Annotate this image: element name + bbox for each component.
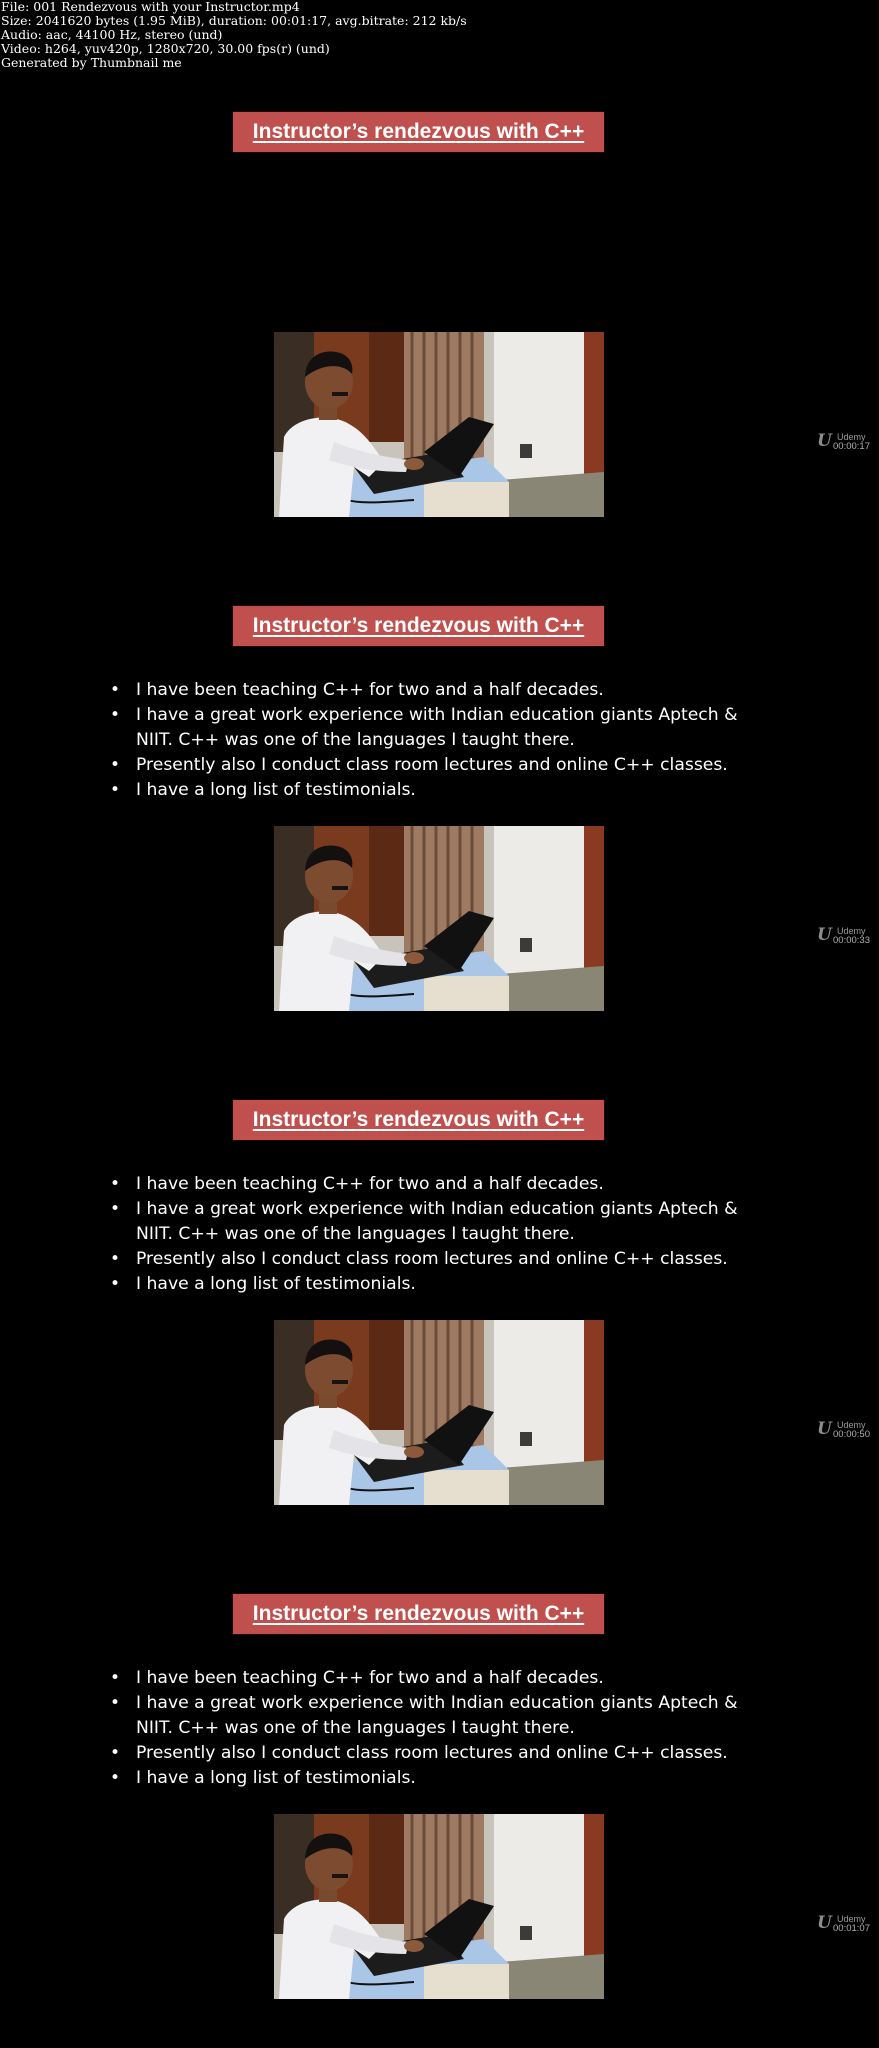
bullet-text: I have been teaching C++ for two and a half decades.: [136, 1174, 604, 1194]
bullet-text: I have a long list of testimonials.: [136, 1768, 416, 1788]
slide-title: Instructor’s rendezvous with C++: [252, 1602, 585, 1625]
bullet-item: [108, 1197, 748, 1247]
instructor-photo-image: [274, 332, 604, 517]
udemy-brand-text: Udemy: [837, 432, 866, 442]
slide-title-banner: [233, 1594, 604, 1634]
bullet-item: [108, 1272, 748, 1297]
frame-timestamp: 00:00:17: [833, 441, 870, 452]
instructor-photo: [274, 1814, 604, 1999]
slide-title: Instructor’s rendezvous with C++: [252, 614, 585, 637]
bullet-dot-icon: •: [110, 1743, 121, 1763]
bullet-dot-icon: •: [110, 1199, 121, 1219]
udemy-logo-icon: U: [817, 925, 832, 945]
udemy-watermark: [817, 925, 877, 947]
frame-timestamp: 00:01:07: [833, 1923, 870, 1934]
frame-timestamp: 00:00:33: [833, 935, 870, 946]
slide-title: Instructor’s rendezvous with C++: [252, 1108, 585, 1131]
bullet-item: [108, 1691, 748, 1741]
bullet-dot-icon: •: [110, 1768, 121, 1788]
bullet-text: Presently also I conduct class room lectures and online C++ classes.: [136, 1249, 728, 1269]
video-frame-4: [0, 1594, 879, 2048]
frame-timestamp: 00:00:50: [833, 1429, 870, 1440]
instructor-photo-image: [274, 826, 604, 1011]
meta-line-video: Video: h264, yuv420p, 1280x720, 30.00 fps(r) (und): [1, 41, 330, 56]
slide-title: Instructor’s rendezvous with C++: [252, 120, 585, 143]
bullet-dot-icon: •: [110, 1274, 121, 1294]
bullet-item: [108, 703, 748, 753]
instructor-photo-image: [274, 1814, 604, 1999]
meta-line-generator: Generated by Thumbnail me: [1, 55, 182, 70]
bullet-dot-icon: •: [110, 780, 121, 800]
udemy-brand-text: Udemy: [837, 926, 866, 936]
meta-line-file: File: 001 Rendezvous with your Instructor.mp4: [1, 0, 300, 14]
meta-line-audio: Audio: aac, 44100 Hz, stereo (und): [1, 27, 223, 42]
udemy-brand-text: Udemy: [837, 1914, 866, 1924]
video-frame-3: [0, 1100, 879, 1594]
bullet-dot-icon: •: [110, 1668, 121, 1688]
video-frame-1: [0, 112, 879, 606]
slide-title-banner: [233, 112, 604, 152]
file-metadata: [1, 0, 561, 70]
bullet-dot-icon: •: [110, 705, 121, 725]
bullet-dot-icon: •: [110, 755, 121, 775]
instructor-photo: [274, 826, 604, 1011]
bullet-item: [108, 1666, 748, 1691]
bullet-item: [108, 1766, 748, 1791]
udemy-brand-text: Udemy: [837, 1420, 866, 1430]
bullet-item: [108, 1247, 748, 1272]
bullet-dot-icon: •: [110, 1249, 121, 1269]
bullet-item: [108, 753, 748, 778]
bullet-item: [108, 1172, 748, 1197]
bullet-dot-icon: •: [110, 1174, 121, 1194]
bullet-text: I have a great work experience with Indian education giants Aptech & NIIT. C++ was one of the languages I taught there.: [136, 705, 738, 750]
udemy-logo-icon: U: [817, 431, 832, 451]
bullet-item: [108, 1741, 748, 1766]
udemy-watermark: [817, 1913, 877, 1935]
bullet-item: [108, 678, 748, 703]
udemy-logo-icon: U: [817, 1419, 832, 1439]
slide-title-banner: [233, 606, 604, 646]
udemy-watermark: [817, 1419, 877, 1441]
meta-line-size: Size: 2041620 bytes (1.95 MiB), duration: 00:01:17, avg.bitrate: 212 kb/s: [1, 13, 467, 28]
udemy-watermark: [817, 431, 877, 453]
udemy-logo-icon: U: [817, 1913, 832, 1933]
video-frame-2: [0, 606, 879, 1100]
bullet-text: Presently also I conduct class room lectures and online C++ classes.: [136, 1743, 728, 1763]
bullet-text: I have a long list of testimonials.: [136, 1274, 416, 1294]
bullet-text: I have a great work experience with Indian education giants Aptech & NIIT. C++ was one of the languages I taught there.: [136, 1199, 738, 1244]
instructor-photo: [274, 332, 604, 517]
bullet-list: [108, 678, 748, 803]
bullet-text: Presently also I conduct class room lectures and online C++ classes.: [136, 755, 728, 775]
bullet-dot-icon: •: [110, 1693, 121, 1713]
bullet-list: [108, 1172, 748, 1297]
instructor-photo-image: [274, 1320, 604, 1505]
bullet-text: I have a great work experience with Indian education giants Aptech & NIIT. C++ was one of the languages I taught there.: [136, 1693, 738, 1738]
bullet-dot-icon: •: [110, 680, 121, 700]
bullet-text: I have been teaching C++ for two and a half decades.: [136, 1668, 604, 1688]
bullet-text: I have a long list of testimonials.: [136, 780, 416, 800]
bullet-text: I have been teaching C++ for two and a half decades.: [136, 680, 604, 700]
bullet-list: [108, 1666, 748, 1791]
slide-title-banner: [233, 1100, 604, 1140]
instructor-photo: [274, 1320, 604, 1505]
bullet-item: [108, 778, 748, 803]
